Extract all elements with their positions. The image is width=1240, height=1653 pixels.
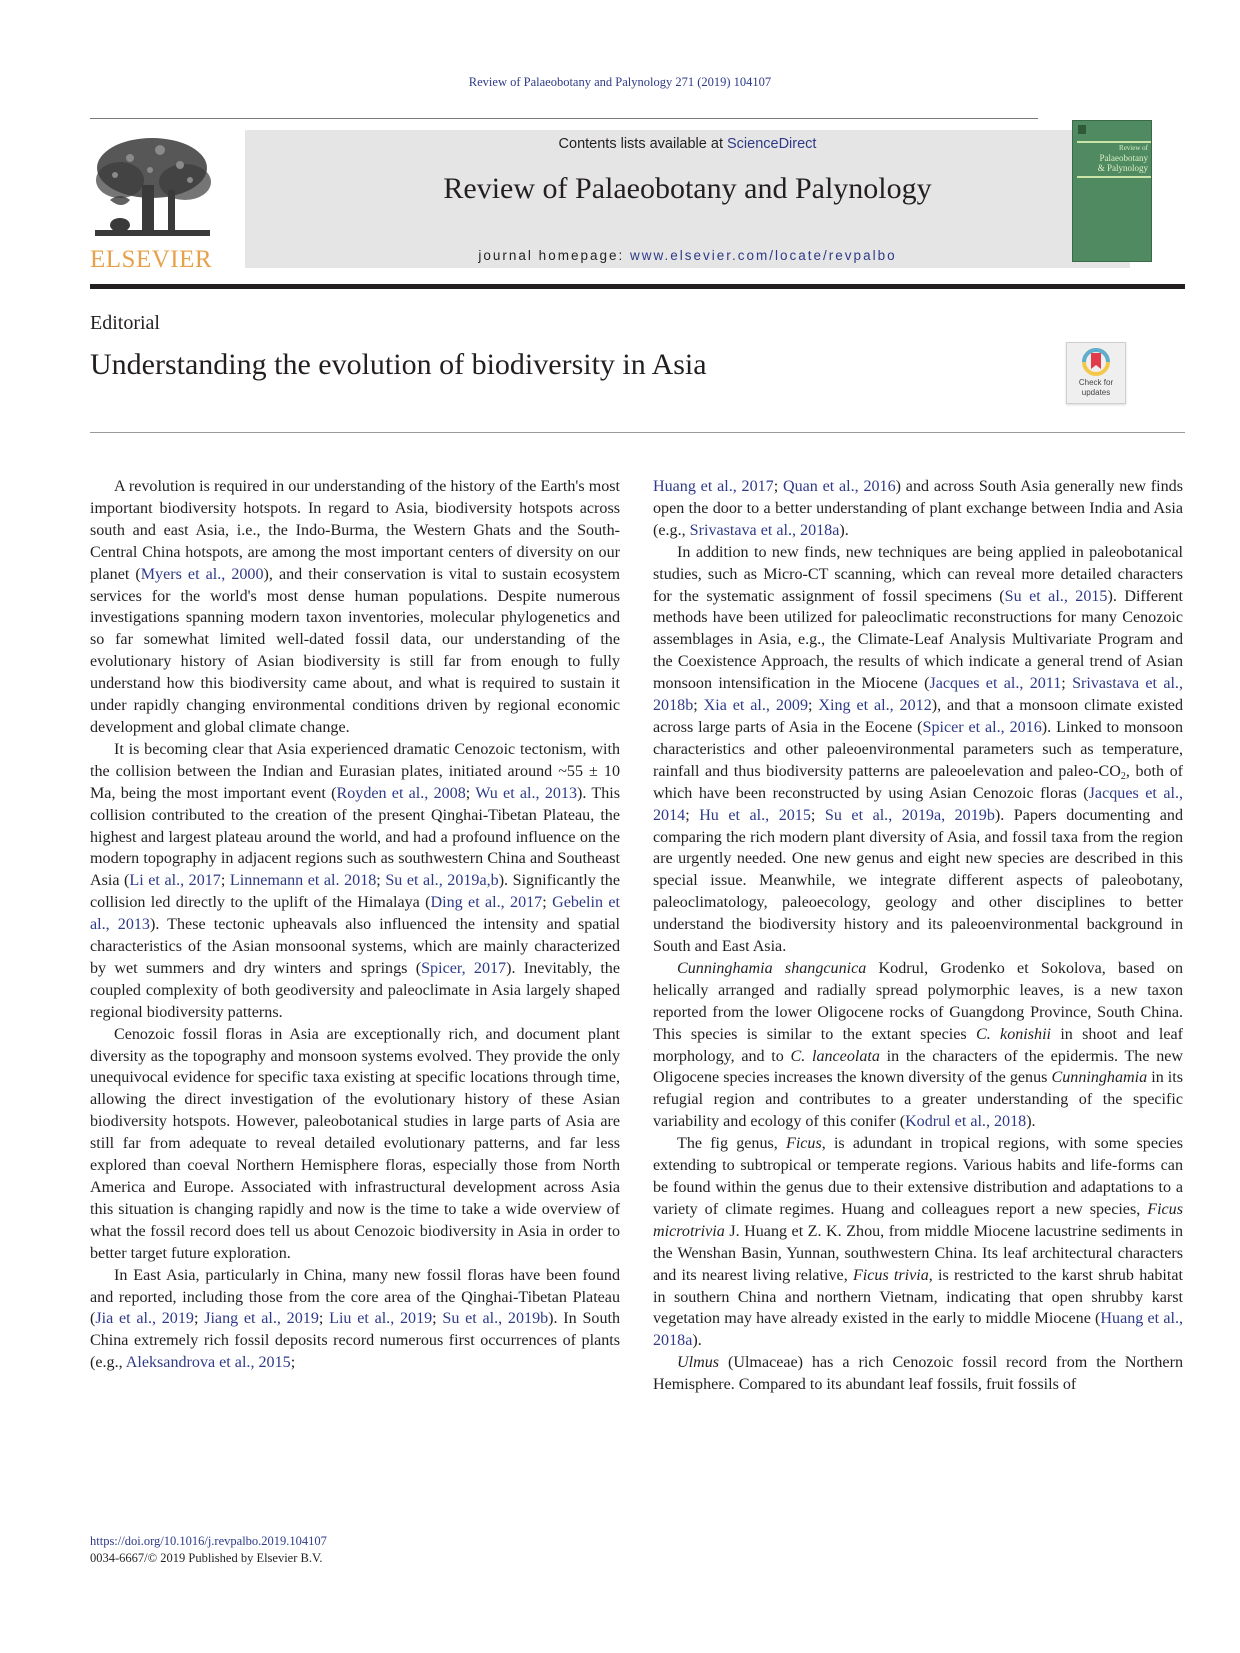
cover-rule — [1077, 176, 1151, 178]
journal-title: Review of Palaeobotany and Palynology — [443, 172, 932, 205]
citation-link[interactable]: Jacques et al., 2014 — [653, 784, 1183, 824]
taxon-name: Ficus microtrivia — [653, 1200, 1183, 1240]
running-head: Review of Palaeobotany and Palynology 271 (2019) 104107 — [468, 75, 772, 89]
citation-link[interactable]: Liu et al., 2019 — [329, 1310, 433, 1328]
cover-emblem-icon — [1078, 125, 1086, 134]
citation-link[interactable]: Su et al., 2019a,b — [385, 872, 499, 890]
check-for-updates-button[interactable] — [1066, 342, 1126, 404]
body-paragraph: It is becoming clear that Asia experienced dramatic Cenozoic tectonism, with the collision between the Indian and Eurasian plates, initiated around ~55 ± 10 Ma, being the most important event (Royden et al., 2008; Wu et al., 2013). This collision contributed to the creation of the present Qinghai-Tibetan Plateau, the highest and largest plateau around the world, and had a profound influence on the modern topography in adjacent regions such as southwestern China and Southeast Asia (Li et al., 2017; Linnemann et al. 2018; Su et al., 2019a,b). Significantly the collision led directly to the uplift of the Himalaya (Ding et al., 2017; Gebelin et al., 2013). These tectonic upheavals also influenced the intensity and spatial characteristics of the Asian monsoonal systems, which are mainly characterized by wet summers and dry winters and springs (Spicer, 2017). Inevitably, the coupled complexity of both geodiversity and paleoclimate in Asia largely shaped regional biodiversity patterns. — [90, 740, 621, 1021]
check-updates-line-2: updates — [1081, 388, 1111, 397]
citation-link[interactable]: Li et al., 2017 — [129, 872, 221, 890]
taxon-name: Ulmus — [677, 1354, 720, 1372]
doi-link[interactable]: https://doi.org/10.1016/j.revpalbo.2019.104107 — [90, 1534, 327, 1548]
article-title: Understanding the evolution of biodiversity in Asia — [90, 348, 707, 381]
body-column-right — [653, 476, 1183, 1396]
citation-link[interactable]: Xing et al., 2012 — [818, 697, 932, 715]
taxon-name: C. lanceolata — [790, 1047, 880, 1065]
citation-link[interactable]: Linnemann et al. 2018 — [229, 872, 377, 890]
article-type: Editorial — [90, 312, 160, 334]
taxon-name: Ficus trivia — [852, 1266, 929, 1284]
citation-link[interactable]: Wu et al., 2013 — [475, 784, 578, 802]
citation-link[interactable]: Su et al., 2015 — [1004, 587, 1108, 605]
citation-link[interactable]: Spicer, 2017 — [421, 959, 507, 977]
citation-link[interactable]: Xia et al., 2009 — [703, 697, 809, 715]
citation-link[interactable]: Su et al., 2019b — [442, 1310, 549, 1328]
cover-line-2: Palaeobotany — [1099, 153, 1148, 163]
citation-link[interactable]: Hu et al., 2015 — [699, 806, 811, 824]
citation-link[interactable]: Huang et al., 2017 — [653, 478, 774, 495]
citation-link[interactable]: Huang et al., 2018a — [653, 1310, 1183, 1350]
citation-link[interactable]: Ding et al., 2017 — [430, 894, 543, 912]
citation-link[interactable]: Kodrul et al., 2018 — [905, 1113, 1027, 1131]
citation-link[interactable]: Quan et al., 2016 — [782, 478, 896, 495]
citation-link[interactable]: Myers et al., 2000 — [140, 565, 264, 583]
article-footer — [90, 1533, 327, 1567]
citation-link[interactable]: Gebelin et al., 2013 — [90, 894, 620, 934]
citation-link[interactable]: Srivastava et al., 2018a — [689, 521, 840, 539]
body-paragraph: Huang et al., 2017; Quan et al., 2016) and across South Asia generally new finds open the door to a better understanding of plant exchange between India and Asia (e.g., Srivastava et al., 2018a). — [653, 478, 1183, 539]
body-paragraph: In addition to new finds, new techniques are being applied in paleobotanical studies, such as Micro-CT scanning, which can reveal more detailed characters for the systematic assignment of fossil specimens (Su et al., 2015). Different methods have been utilized for paleoclimatic reconstructions for many Cenozoic assemblages in Asia, e.g., the Climate-Leaf Analysis Multivariate Program and the Coexistence Approach, the results of which indicate a general trend of Asian monsoon intensification in the Miocene (Jacques et al., 2011; Srivastava et al., 2018b; Xia et al., 2009; Xing et al., 2012), and that a monsoon climate existed across large parts of Asia in the Eocene (Spicer et al., 2016). Linked to monsoon characteristics and other paleoenvironmental parameters such as temperature, rainfall and thus biodiversity patterns are paleoelevation and paleo-$CO_2$, both of which have been reconstructed by using Asian Cenozoic floras (Jacques et al., 2014; Hu et al., 2015; Su et al., 2019a, 2019b). Papers documenting and comparing the rich modern plant diversity of Asia, and fossil taxa from the region are urgently needed. One new genus and eight new species are described in this special issue. Meanwhile, we integrate different aspects of paleobotany, paleoclimatology, paleoecology, geology and other disciplines to better understand the biodiversity history and its paleoenvironmental background in South and East Asia. — [653, 543, 1184, 956]
body-paragraph: Cunninghamia shangcunica Kodrul, Grodenko et Sokolova, based on helically arranged and radially spread polymorphic leaves, is a new taxon reported from the lower Oligocene rocks of Guangdong Province, South China. This species is similar to the extant species C. konishii in shoot and leaf morphology, and to C. lanceolata in the characters of the epidermis. The new Oligocene species increases the known diversity of the genus Cunninghamia in its refugial region and contributes to a greater understanding of the specific variability and ecology of this conifer (Kodrul et al., 2018). — [653, 959, 1184, 1131]
journal-masthead — [90, 130, 1180, 272]
body-paragraph: In East Asia, particularly in China, many new fossil floras have been found and reported, including those from the core area of the Qinghai-Tibetan Plateau (Jia et al., 2019; Jiang et al., 2019; Liu et al., 2019; Su et al., 2019b). In South China extremely rich fossil deposits record numerous first occurrences of plants (e.g., Aleksandrova et al., 2015; — [90, 1266, 621, 1372]
taxon-name: Cunninghamia shangcunica — [677, 959, 867, 977]
sciencedirect-link[interactable]: ScienceDirect — [727, 136, 817, 152]
header-divider — [90, 118, 1038, 119]
cover-rule — [1077, 141, 1151, 143]
journal-homepage-line — [245, 248, 1130, 263]
taxon-name: C. konishii — [975, 1025, 1052, 1043]
body-paragraph: The fig genus, Ficus, is adundant in tropical regions, with some species extending to subtropical or temperate regions. Various habits and life-forms can be found within the genus due to their extensive distribution and adaptations to a variety of climate regimes. Huang and colleagues report a new species, Ficus microtrivia J. Huang et Z. K. Zhou, from middle Miocene lacustrine sediments in the Wenshan Basin, Yunnan, southwestern China. Its leaf architectural characters and its nearest living relative, Ficus trivia, is restricted to the karst shrub habitat in southern China and northern Vietnam, indicating that open shrubby karst vegetation may have already existed in the early to middle Miocene (Huang et al., 2018a). — [653, 1135, 1183, 1350]
check-updates-line-1: Check for — [1078, 378, 1114, 387]
body-column-left — [90, 476, 620, 1374]
citation-link[interactable]: Jia et al., 2019 — [95, 1310, 194, 1328]
citation-link[interactable]: Su et al., 2019a, 2019b — [824, 806, 995, 824]
cover-line-3: & Palynology — [1097, 163, 1148, 173]
homepage-link[interactable]: www.elsevier.com/locate/revpalbo — [630, 248, 897, 263]
body-paragraph: Cenozoic fossil floras in Asia are exceptionally rich, and document plant diversity as the topography and monsoon systems evolved. They provide the only unequivocal evidence for specific taxa existing at specific locations through time, allowing the direct investigation of the evolutionary history of these Asian biodiversity hotspots. However, paleobotanical studies in large parts of Asia are still far from adequate to reveal detailed evolutionary patterns, and far less explored than coeval Northern Hemisphere floras, especially those from North America and Europe. Associated with infrastructural development across Asia this situation is changing rapidly and now is the time to take a wide overview of what the fossil record does tell us about Cenozoic biodiversity in Asia in order to better target future exploration. — [90, 1025, 620, 1262]
taxon-name: Ficus — [785, 1135, 822, 1153]
contents-line — [245, 136, 1130, 152]
elsevier-logo[interactable] — [90, 130, 215, 272]
journal-banner — [245, 130, 1130, 268]
elsevier-tree-icon — [90, 130, 215, 242]
body-paragraph: Ulmus (Ulmaceae) has a rich Cenozoic fossil record from the Northern Hemisphere. Compared to its abundant leaf fossils, fruit fossils of — [653, 1354, 1183, 1394]
citation-link[interactable]: Srivastava et al., 2018b — [653, 675, 1183, 715]
homepage-prefix: journal homepage: — [478, 248, 630, 263]
citation-link[interactable]: Jacques et al., 2011 — [929, 675, 1062, 693]
copyright-line: 0034-6667/© 2019 Published by Elsevier B.V. — [90, 1551, 323, 1565]
contents-prefix: Contents lists available at — [558, 136, 727, 152]
masthead-divider — [90, 284, 1185, 289]
body-paragraph: A revolution is required in our understanding of the history of the Earth's most important biodiversity hotspots. In regard to Asia, biodiversity hotspots across south and east Asia, i.e., the Indo-Burma, the Western Ghats and the South-Central China hotspots, are among the most important centers of diversity on our planet (Myers et al., 2000), and their conservation is vital to sustain ecosystem services for the world's most dense human populations. Despite numerous investigations spanning modern taxon inventories, molecular phylogenetics and so far somewhat limited well-dated fossil data, our understanding of the evolutionary history of Asian biodiversity is still far from enough to fully understand how this biodiversity came about, and what is required to sustain it under rapidly changing environmental conditions driven by regional economic development and global climate change. — [90, 478, 620, 736]
citation-link[interactable]: Jiang et al., 2019 — [204, 1310, 319, 1328]
crossmark-icon — [1081, 347, 1111, 377]
citation-link[interactable]: Spicer et al., 2016 — [922, 718, 1042, 736]
citation-link[interactable]: Royden et al., 2008 — [336, 784, 466, 802]
title-divider — [90, 432, 1185, 433]
cover-line-1: Review of — [1119, 144, 1148, 152]
citation-link[interactable]: Aleksandrova et al., 2015 — [125, 1354, 291, 1372]
journal-cover-thumbnail[interactable] — [1072, 120, 1152, 262]
taxon-name: Cunninghamia — [1051, 1069, 1148, 1087]
elsevier-wordmark: ELSEVIER — [90, 246, 213, 273]
subscript: 2 — [1120, 770, 1126, 782]
